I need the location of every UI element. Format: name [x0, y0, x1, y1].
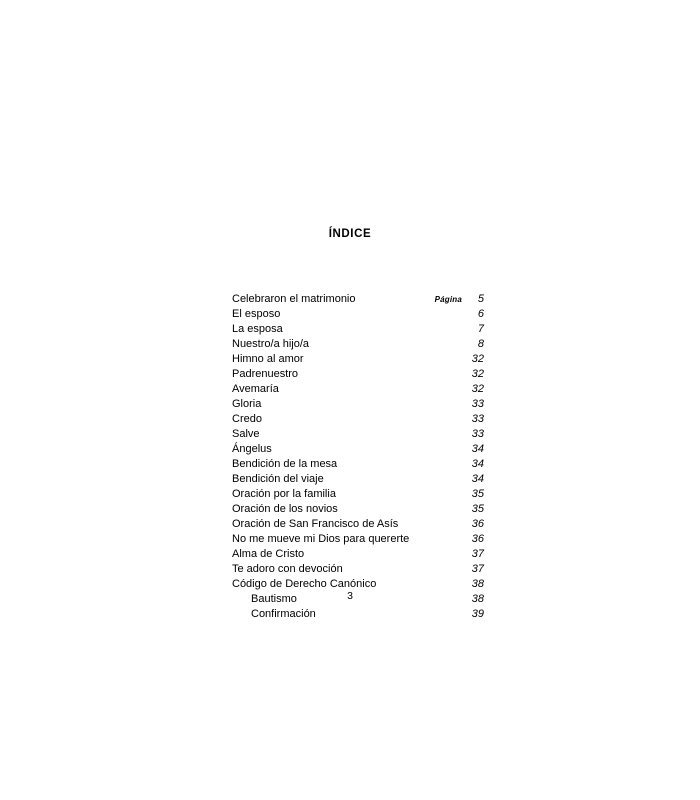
toc-entry-page: 34 [471, 458, 484, 470]
toc-entry[interactable] [232, 607, 484, 622]
toc-entry[interactable] [232, 322, 484, 337]
toc-entry[interactable] [232, 442, 484, 457]
toc-entry-label: Código de Derecho Canónico [232, 578, 377, 590]
toc-entry-label: Oración por la familia [232, 488, 336, 500]
toc-entry-page: 34 [471, 443, 484, 455]
toc-entry-page: 38 [471, 593, 484, 605]
toc-entry-label: Bautismo [251, 593, 297, 605]
toc-entry-label: Ángelus [232, 443, 272, 455]
toc-entry-label: Nuestro/a hijo/a [232, 338, 310, 350]
toc-entry-page: 6 [477, 308, 484, 320]
toc-entry[interactable] [232, 517, 484, 532]
toc-entry-page: 37 [471, 563, 484, 575]
toc-entry-page: 39 [471, 608, 484, 620]
toc-entry-label: Bendición del viaje [232, 473, 324, 485]
toc-entry-page: 32 [471, 368, 484, 380]
toc-entry-label: La esposa [232, 323, 283, 335]
toc-entry-page: 37 [471, 548, 484, 560]
toc-entry-label: Te adoro con devoción [232, 563, 343, 575]
toc-entry-page: 34 [471, 473, 484, 485]
toc-entry-page: 8 [477, 338, 484, 350]
toc-entry[interactable] [232, 382, 484, 397]
toc-entry-label: Credo [232, 413, 262, 425]
toc-entry[interactable] [232, 457, 484, 472]
toc-entry-label: Oración de San Francisco de Asís [232, 518, 399, 530]
toc-entry-label: Bendición de la mesa [232, 458, 338, 470]
page-number: 3 [347, 590, 353, 602]
toc-entry-page: 33 [471, 413, 484, 425]
toc-entry[interactable] [232, 367, 484, 382]
toc-entry-page: 36 [471, 518, 484, 530]
toc-entry-label: Salve [232, 428, 260, 440]
toc-entry-label: Padrenuestro [232, 368, 299, 380]
toc-entry-label: Celebraron el matrimonio [232, 293, 356, 305]
toc-entry-label: Avemaría [232, 383, 279, 395]
toc-entry-page: 5 [477, 293, 484, 305]
toc-entry[interactable] [232, 472, 484, 487]
toc-entry-label: Gloria [232, 398, 262, 410]
toc-entry-label: El esposo [232, 308, 281, 320]
toc-entry-label: Oración de los novios [232, 503, 338, 515]
toc-entry-page: 33 [471, 398, 484, 410]
toc-entry[interactable] [232, 532, 484, 547]
toc-entry-page: 36 [471, 533, 484, 545]
toc-entry[interactable] [232, 562, 484, 577]
toc-entry[interactable] [232, 547, 484, 562]
toc-entry-page: 32 [471, 353, 484, 365]
toc-entry[interactable] [232, 337, 484, 352]
toc-entry-page: 33 [471, 428, 484, 440]
toc-entry[interactable] [232, 397, 484, 412]
toc-entry[interactable] [232, 427, 484, 442]
toc-entry[interactable] [232, 352, 484, 367]
toc-entry-label: Confirmación [251, 608, 316, 620]
toc-entry-page: 35 [471, 488, 484, 500]
toc-entry-label: Alma de Cristo [232, 548, 305, 560]
page-title: ÍNDICE [328, 228, 372, 240]
toc-entry[interactable] [232, 307, 484, 322]
toc-entry-page: 35 [471, 503, 484, 515]
toc-entry[interactable] [232, 412, 484, 427]
toc-entry-page: 32 [471, 383, 484, 395]
toc-entry[interactable] [232, 292, 484, 307]
table-of-contents [232, 292, 484, 622]
toc-entry-label: No me mueve mi Dios para quererte [232, 533, 410, 545]
toc-entry[interactable] [232, 502, 484, 517]
toc-page-column-header: Página [434, 295, 462, 304]
toc-entry-page: 7 [477, 323, 484, 335]
toc-entry[interactable] [232, 487, 484, 502]
toc-entry-label: Himno al amor [232, 353, 304, 365]
toc-entry-page: 38 [471, 578, 484, 590]
